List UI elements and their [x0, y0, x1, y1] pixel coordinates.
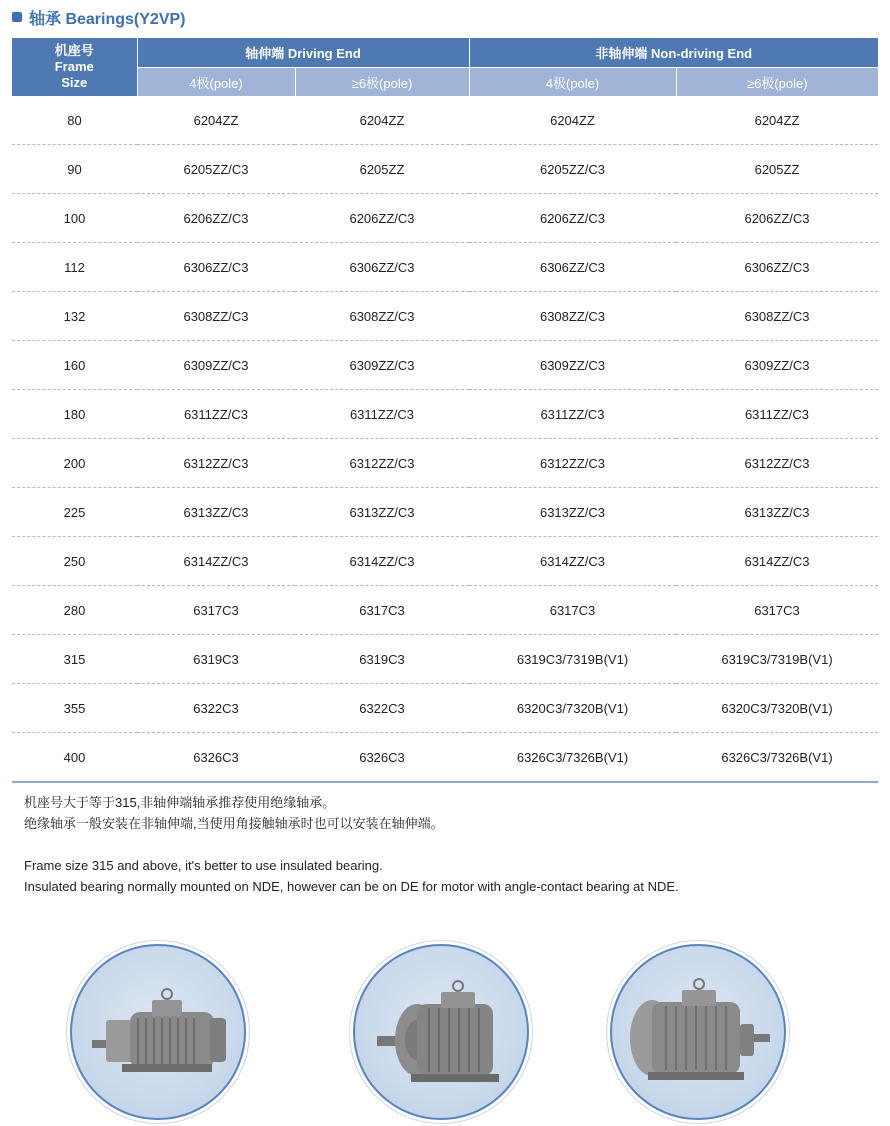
de-6pole-cell: 6205ZZ [295, 145, 469, 194]
nde-6pole-cell: 6309ZZ/C3 [676, 341, 878, 390]
driving-end-header: 轴伸端 Driving End [137, 38, 469, 68]
frame-header-cn: 机座号 [54, 43, 94, 58]
de-4pole-cell: 6313ZZ/C3 [137, 488, 295, 537]
motor-photo-side-view [70, 944, 246, 1120]
nde-6pole-cell: 6204ZZ [676, 96, 878, 145]
table-row [12, 586, 878, 635]
de-6pole-header: ≥6极(pole) [295, 68, 469, 97]
de-6pole-cell: 6306ZZ/C3 [295, 243, 469, 292]
nde-6pole-cell: 6320C3/7320B(V1) [676, 684, 878, 733]
motor-photo-front-view [353, 944, 529, 1120]
frame-size-cell: 160 [12, 341, 137, 390]
table-row [12, 733, 878, 783]
frame-size-cell: 132 [12, 292, 137, 341]
frame-header-en-2: Size [61, 75, 88, 90]
nde-4pole-header: 4极(pole) [469, 68, 676, 97]
table-row [12, 96, 878, 145]
de-6pole-cell: 6311ZZ/C3 [295, 390, 469, 439]
de-4pole-header: 4极(pole) [137, 68, 295, 97]
nde-4pole-cell: 6206ZZ/C3 [469, 194, 676, 243]
nde-4pole-cell: 6311ZZ/C3 [469, 390, 676, 439]
nde-6pole-cell: 6314ZZ/C3 [676, 537, 878, 586]
frame-size-header [12, 38, 137, 96]
motor-front-icon [355, 946, 527, 1118]
de-6pole-cell: 6319C3 [295, 635, 469, 684]
table-row [12, 292, 878, 341]
nde-6pole-header: ≥6极(pole) [676, 68, 878, 97]
de-6pole-cell: 6322C3 [295, 684, 469, 733]
table-row [12, 341, 878, 390]
note-en-1: Frame size 315 and above, it's better to use insulated bearing. [24, 858, 383, 873]
nde-6pole-cell: 6205ZZ [676, 145, 878, 194]
nde-6pole-cell: 6308ZZ/C3 [676, 292, 878, 341]
de-4pole-cell: 6326C3 [137, 733, 295, 783]
note-en-2: Insulated bearing normally mounted on NDE, however can be on DE for motor with angle-contact bearing at NDE. [24, 879, 679, 894]
table-row [12, 194, 878, 243]
note-cn-1: 机座号大于等于315,非轴伸端轴承推荐使用绝缘轴承。 [24, 795, 336, 810]
nde-4pole-cell: 6306ZZ/C3 [469, 243, 676, 292]
motor-photo-rear-view [610, 944, 786, 1120]
nde-4pole-cell: 6313ZZ/C3 [469, 488, 676, 537]
page-title: 轴承 Bearings(Y2VP) [29, 10, 186, 28]
table-row [12, 390, 878, 439]
nde-6pole-cell: 6319C3/7319B(V1) [676, 635, 878, 684]
frame-size-cell: 90 [12, 145, 137, 194]
de-6pole-cell: 6308ZZ/C3 [295, 292, 469, 341]
de-4pole-cell: 6314ZZ/C3 [137, 537, 295, 586]
nde-6pole-cell: 6311ZZ/C3 [676, 390, 878, 439]
table-row [12, 145, 878, 194]
frame-size-cell: 280 [12, 586, 137, 635]
notes-section [24, 792, 679, 897]
de-4pole-cell: 6306ZZ/C3 [137, 243, 295, 292]
de-4pole-cell: 6206ZZ/C3 [137, 194, 295, 243]
de-6pole-cell: 6206ZZ/C3 [295, 194, 469, 243]
bearings-table [12, 38, 878, 783]
frame-size-cell: 315 [12, 635, 137, 684]
note-cn-2: 绝缘轴承一般安装在非轴伸端,当使用角接触轴承时也可以安装在轴伸端。 [24, 816, 444, 831]
frame-size-cell: 400 [12, 733, 137, 783]
nde-6pole-cell: 6326C3/7326B(V1) [676, 733, 878, 783]
de-4pole-cell: 6204ZZ [137, 96, 295, 145]
page-header [12, 6, 186, 28]
de-4pole-cell: 6308ZZ/C3 [137, 292, 295, 341]
motor-rear-icon [612, 946, 784, 1118]
nde-4pole-cell: 6320C3/7320B(V1) [469, 684, 676, 733]
nde-6pole-cell: 6206ZZ/C3 [676, 194, 878, 243]
de-6pole-cell: 6314ZZ/C3 [295, 537, 469, 586]
nde-4pole-cell: 6317C3 [469, 586, 676, 635]
motor-side-icon [72, 946, 244, 1118]
frame-size-cell: 100 [12, 194, 137, 243]
nde-4pole-cell: 6314ZZ/C3 [469, 537, 676, 586]
de-4pole-cell: 6322C3 [137, 684, 295, 733]
frame-size-cell: 250 [12, 537, 137, 586]
de-4pole-cell: 6319C3 [137, 635, 295, 684]
table-row [12, 439, 878, 488]
table-row [12, 488, 878, 537]
nde-6pole-cell: 6312ZZ/C3 [676, 439, 878, 488]
nde-4pole-cell: 6308ZZ/C3 [469, 292, 676, 341]
table-row [12, 243, 878, 292]
de-4pole-cell: 6309ZZ/C3 [137, 341, 295, 390]
nde-4pole-cell: 6309ZZ/C3 [469, 341, 676, 390]
title-square-icon [12, 12, 22, 22]
nde-4pole-cell: 6204ZZ [469, 96, 676, 145]
frame-size-cell: 225 [12, 488, 137, 537]
de-6pole-cell: 6312ZZ/C3 [295, 439, 469, 488]
non-driving-end-header: 非轴伸端 Non-driving End [469, 38, 878, 68]
de-4pole-cell: 6312ZZ/C3 [137, 439, 295, 488]
de-4pole-cell: 6311ZZ/C3 [137, 390, 295, 439]
nde-6pole-cell: 6317C3 [676, 586, 878, 635]
de-4pole-cell: 6205ZZ/C3 [137, 145, 295, 194]
de-4pole-cell: 6317C3 [137, 586, 295, 635]
nde-6pole-cell: 6306ZZ/C3 [676, 243, 878, 292]
frame-header-en-1: Frame [54, 59, 94, 74]
de-6pole-cell: 6326C3 [295, 733, 469, 783]
nde-6pole-cell: 6313ZZ/C3 [676, 488, 878, 537]
de-6pole-cell: 6309ZZ/C3 [295, 341, 469, 390]
table-row [12, 537, 878, 586]
nde-4pole-cell: 6319C3/7319B(V1) [469, 635, 676, 684]
de-6pole-cell: 6317C3 [295, 586, 469, 635]
frame-size-cell: 180 [12, 390, 137, 439]
table-row [12, 635, 878, 684]
de-6pole-cell: 6313ZZ/C3 [295, 488, 469, 537]
frame-size-cell: 355 [12, 684, 137, 733]
nde-4pole-cell: 6312ZZ/C3 [469, 439, 676, 488]
frame-size-cell: 200 [12, 439, 137, 488]
de-6pole-cell: 6204ZZ [295, 96, 469, 145]
nde-4pole-cell: 6205ZZ/C3 [469, 145, 676, 194]
table-row [12, 684, 878, 733]
frame-size-cell: 80 [12, 96, 137, 145]
frame-size-cell: 112 [12, 243, 137, 292]
nde-4pole-cell: 6326C3/7326B(V1) [469, 733, 676, 783]
